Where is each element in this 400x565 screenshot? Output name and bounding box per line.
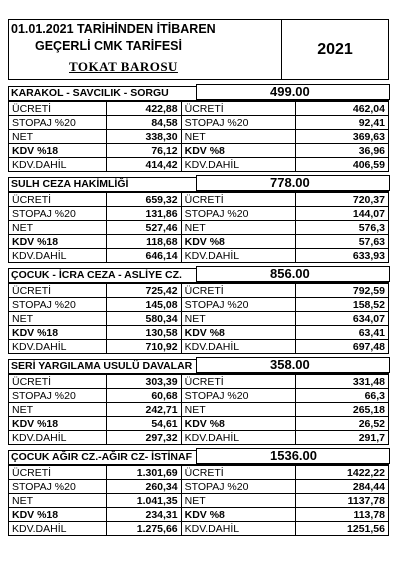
table-row — [9, 326, 389, 340]
table-row — [9, 417, 389, 431]
row-value: 1.041,35 — [106, 494, 181, 508]
row-label-alt: KDV.DAHİL — [181, 249, 296, 263]
table-row — [9, 431, 389, 445]
row-value-alt: 1251,56 — [296, 522, 389, 536]
section-table — [8, 192, 389, 263]
tariff-section — [8, 268, 389, 354]
row-label: KDV.DAHİL — [9, 158, 107, 172]
row-value: 60,68 — [106, 389, 181, 403]
table-row — [9, 116, 389, 130]
row-value-alt: 144,07 — [296, 207, 389, 221]
table-row — [9, 144, 389, 158]
row-value-alt: 113,78 — [296, 508, 389, 522]
row-label: NET — [9, 312, 107, 326]
table-row — [9, 480, 389, 494]
row-label-alt: ÜCRETİ — [181, 375, 296, 389]
row-label-alt: STOPAJ %20 — [181, 116, 296, 130]
table-row — [9, 249, 389, 263]
table-row — [9, 522, 389, 536]
row-label: ÜCRETİ — [9, 193, 107, 207]
row-label-alt: KDV.DAHİL — [181, 522, 296, 536]
row-value-alt: 265,18 — [296, 403, 389, 417]
row-value-alt: 634,07 — [296, 312, 389, 326]
row-value: 414,42 — [106, 158, 181, 172]
row-value-alt: 720,37 — [296, 193, 389, 207]
row-label: NET — [9, 494, 107, 508]
row-label: NET — [9, 403, 107, 417]
row-label-alt: STOPAJ %20 — [181, 480, 296, 494]
row-label: NET — [9, 130, 107, 144]
row-label-alt: NET — [181, 403, 296, 417]
row-value: 260,34 — [106, 480, 181, 494]
section-title: ÇOCUK - İCRA CEZA - ASLİYE CZ. — [11, 269, 182, 281]
row-label: KDV %18 — [9, 417, 107, 431]
section-title: SULH CEZA HAKİMLİĞİ — [11, 178, 129, 190]
row-label-alt: ÜCRETİ — [181, 466, 296, 480]
section-total-fee: 856.00 — [196, 266, 390, 282]
tariff-section — [8, 450, 389, 536]
table-row — [9, 193, 389, 207]
header-title-cell — [9, 20, 282, 79]
table-row — [9, 466, 389, 480]
row-value: 422,88 — [106, 102, 181, 116]
table-row — [9, 284, 389, 298]
section-title: KARAKOL - SAVCILIK - SORGU — [11, 87, 169, 99]
header-box — [8, 19, 389, 80]
row-label: STOPAJ %20 — [9, 480, 107, 494]
row-value-alt: 26,52 — [296, 417, 389, 431]
row-label-alt: KDV %8 — [181, 508, 296, 522]
row-label-alt: NET — [181, 312, 296, 326]
row-value-alt: 792,59 — [296, 284, 389, 298]
section-title: ÇOCUK AĞIR CZ.-AĞIR CZ- İSTİNAF — [11, 451, 193, 463]
table-row — [9, 312, 389, 326]
row-label-alt: KDV.DAHİL — [181, 158, 296, 172]
row-value: 145,08 — [106, 298, 181, 312]
table-row — [9, 375, 389, 389]
row-value: 297,32 — [106, 431, 181, 445]
row-label-alt: KDV %8 — [181, 235, 296, 249]
row-label-alt: KDV %8 — [181, 326, 296, 340]
header-bar-name: TOKAT BAROSU — [69, 59, 178, 74]
row-value: 338,30 — [106, 130, 181, 144]
row-label-alt: ÜCRETİ — [181, 102, 296, 116]
row-value: 303,39 — [106, 375, 181, 389]
row-label: NET — [9, 221, 107, 235]
table-row — [9, 508, 389, 522]
row-value-alt: 284,44 — [296, 480, 389, 494]
table-row — [9, 130, 389, 144]
row-value: 527,46 — [106, 221, 181, 235]
row-label-alt: KDV.DAHİL — [181, 431, 296, 445]
row-value: 54,61 — [106, 417, 181, 431]
row-label: KDV %18 — [9, 326, 107, 340]
table-row — [9, 494, 389, 508]
table-row — [9, 102, 389, 116]
row-label-alt: KDV.DAHİL — [181, 340, 296, 354]
tariff-section — [8, 86, 389, 172]
row-label: ÜCRETİ — [9, 102, 107, 116]
row-label-alt: STOPAJ %20 — [181, 207, 296, 221]
header-year: 2021 — [317, 40, 353, 58]
section-table — [8, 283, 389, 354]
row-label: ÜCRETİ — [9, 375, 107, 389]
table-row — [9, 158, 389, 172]
row-label-alt: STOPAJ %20 — [181, 298, 296, 312]
header-date-line: 01.01.2021 TARİHİNDEN İTİBAREN — [11, 22, 216, 36]
row-value-alt: 406,59 — [296, 158, 389, 172]
row-label-alt: KDV %8 — [181, 144, 296, 158]
row-label: STOPAJ %20 — [9, 389, 107, 403]
row-value-alt: 158,52 — [296, 298, 389, 312]
row-value-alt: 331,48 — [296, 375, 389, 389]
row-label-alt: KDV %8 — [181, 417, 296, 431]
section-table — [8, 374, 389, 445]
row-label-alt: ÜCRETİ — [181, 284, 296, 298]
table-row — [9, 235, 389, 249]
table-row — [9, 340, 389, 354]
row-value-alt: 462,04 — [296, 102, 389, 116]
row-label: KDV.DAHİL — [9, 249, 107, 263]
section-total-fee: 778.00 — [196, 175, 390, 191]
row-value: 118,68 — [106, 235, 181, 249]
table-row — [9, 389, 389, 403]
row-label: STOPAJ %20 — [9, 298, 107, 312]
row-value: 725,42 — [106, 284, 181, 298]
row-value: 710,92 — [106, 340, 181, 354]
section-title-row — [8, 359, 389, 374]
row-value: 1.301,69 — [106, 466, 181, 480]
row-label-alt: STOPAJ %20 — [181, 389, 296, 403]
row-value: 76,12 — [106, 144, 181, 158]
row-label: KDV.DAHİL — [9, 340, 107, 354]
row-value: 131,86 — [106, 207, 181, 221]
row-label: KDV %18 — [9, 144, 107, 158]
row-value: 580,34 — [106, 312, 181, 326]
section-table — [8, 101, 389, 172]
row-label: ÜCRETİ — [9, 284, 107, 298]
section-title: SERİ YARGILAMA USULÜ DAVALAR — [11, 360, 193, 372]
section-title-row — [8, 86, 389, 101]
row-label: KDV %18 — [9, 508, 107, 522]
row-value-alt: 369,63 — [296, 130, 389, 144]
row-label: STOPAJ %20 — [9, 116, 107, 130]
row-label: ÜCRETİ — [9, 466, 107, 480]
row-value: 84,58 — [106, 116, 181, 130]
row-label: KDV.DAHİL — [9, 522, 107, 536]
row-value: 234,31 — [106, 508, 181, 522]
row-value: 1.275,66 — [106, 522, 181, 536]
tariff-section — [8, 359, 389, 445]
row-value-alt: 633,93 — [296, 249, 389, 263]
row-value-alt: 1137,78 — [296, 494, 389, 508]
row-value-alt: 697,48 — [296, 340, 389, 354]
row-value: 130,58 — [106, 326, 181, 340]
row-value: 646,14 — [106, 249, 181, 263]
table-row — [9, 207, 389, 221]
tariff-section — [8, 177, 389, 263]
row-value-alt: 36,96 — [296, 144, 389, 158]
row-value: 242,71 — [106, 403, 181, 417]
row-label: KDV.DAHİL — [9, 431, 107, 445]
row-label-alt: NET — [181, 130, 296, 144]
row-value: 659,32 — [106, 193, 181, 207]
section-total-fee: 358.00 — [196, 357, 390, 373]
row-value-alt: 576,3 — [296, 221, 389, 235]
row-label-alt: NET — [181, 221, 296, 235]
row-value-alt: 63,41 — [296, 326, 389, 340]
section-table — [8, 465, 389, 536]
row-label: KDV %18 — [9, 235, 107, 249]
section-title-row — [8, 268, 389, 283]
row-label-alt: ÜCRETİ — [181, 193, 296, 207]
section-title-row — [8, 177, 389, 192]
section-title-row — [8, 450, 389, 465]
row-value-alt: 66,3 — [296, 389, 389, 403]
section-total-fee: 499.00 — [196, 84, 390, 100]
row-value-alt: 291,7 — [296, 431, 389, 445]
row-label: STOPAJ %20 — [9, 207, 107, 221]
row-value-alt: 1422,22 — [296, 466, 389, 480]
table-row — [9, 298, 389, 312]
row-value-alt: 57,63 — [296, 235, 389, 249]
row-label-alt: NET — [181, 494, 296, 508]
section-total-fee: 1536.00 — [196, 448, 390, 464]
table-row — [9, 221, 389, 235]
table-row — [9, 403, 389, 417]
row-value-alt: 92,41 — [296, 116, 389, 130]
header-tariff-line: GEÇERLİ CMK TARİFESİ — [35, 39, 182, 53]
